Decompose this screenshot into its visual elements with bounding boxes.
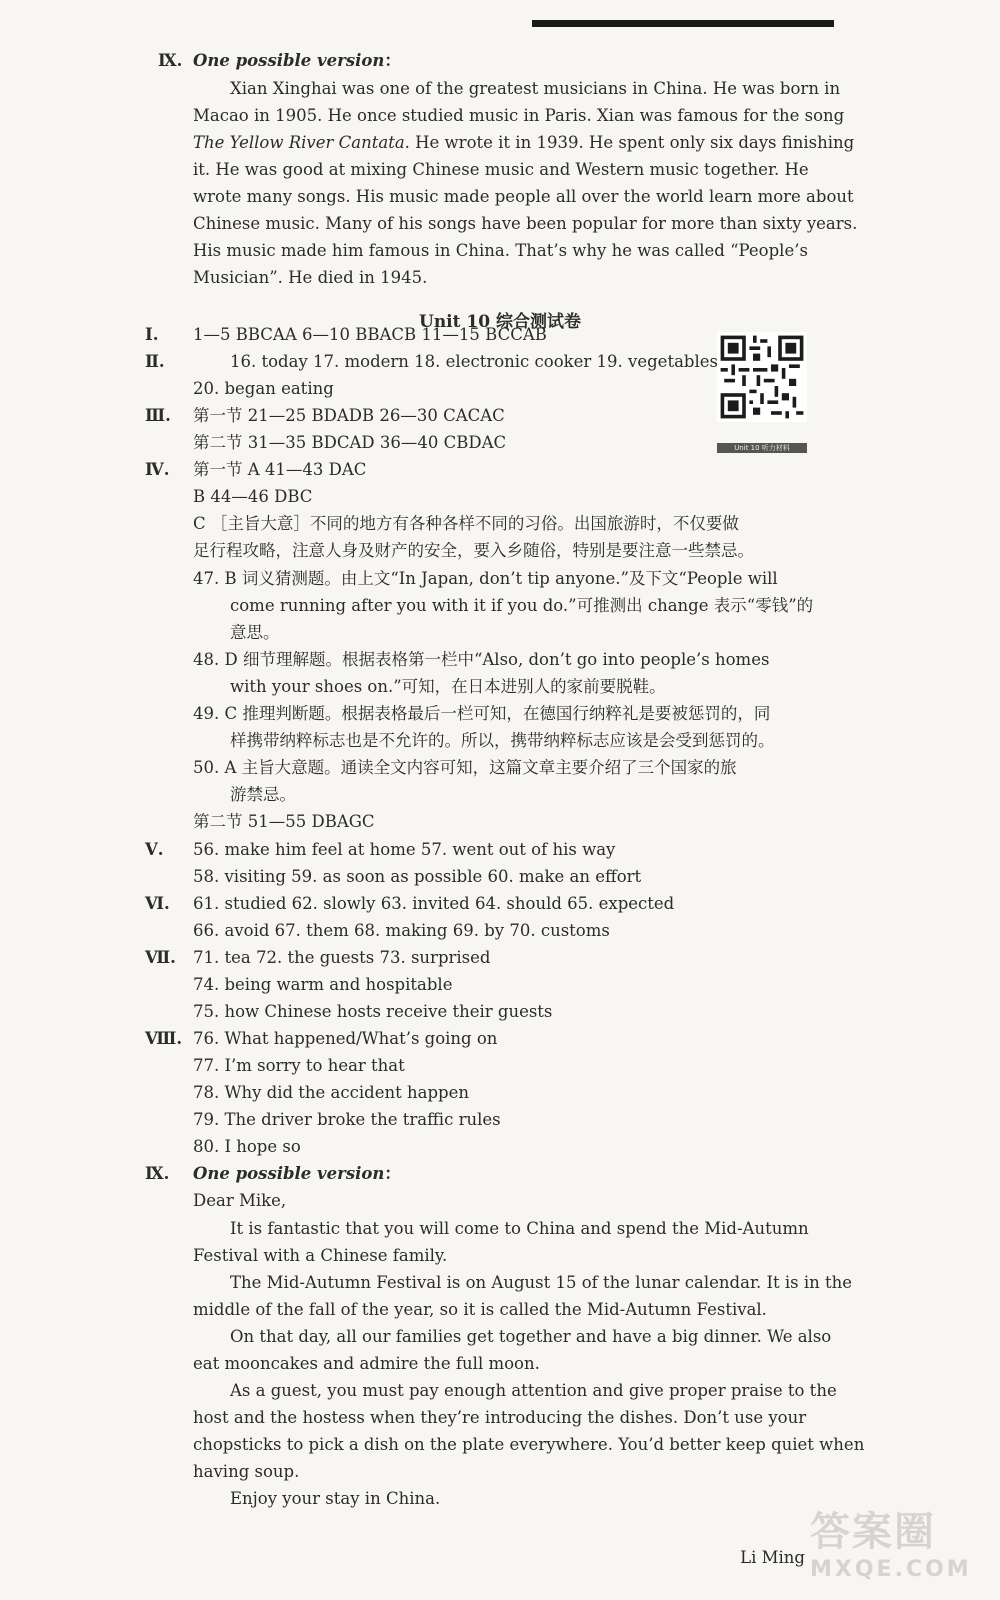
letter-line: Festival with a Chinese family.: [193, 1246, 448, 1265]
answer-line: 第一节 A 41—43 DAC: [193, 460, 367, 479]
letter-line: It is fantastic that you will come to China and spend the Mid-Autumn: [230, 1219, 809, 1238]
answer-line: 78. Why did the accident happen: [193, 1083, 469, 1102]
answer-line: 20. began eating: [193, 379, 334, 398]
paragraph-line: The Yellow River Cantata. He wrote it in 1939. He spent only six days finishing: [193, 133, 855, 152]
answer-line: 48. D 细节理解题。根据表格第一栏中“Also, don’t go into people’s homes: [193, 650, 770, 669]
section-number: Ⅳ.: [145, 460, 170, 479]
qr-code-icon: [717, 327, 807, 427]
section-number: Ⅷ.: [145, 1029, 183, 1048]
answer-line: 样携带纳粹标志也是不允许的。所以，携带纳粹标志应该是会受到惩罚的。: [230, 731, 775, 750]
letter-line: Dear Mike,: [193, 1191, 287, 1210]
letter-line: The Mid-Autumn Festival is on August 15 of the lunar calendar. It is in the: [230, 1273, 853, 1292]
answer-line: 第二节 51—55 DBAGC: [193, 812, 375, 831]
answer-line: 1—5 BBCAA 6—10 BBACB 11—15 BCCAB: [193, 325, 547, 344]
unit-title: Unit 10 综合测试卷: [419, 312, 581, 332]
answer-line: 61. studied 62. slowly 63. invited 64. should 65. expected: [193, 894, 675, 913]
section-number: Ⅸ.: [158, 51, 183, 70]
answer-line: 游禁忌。: [230, 785, 296, 804]
letter-line: having soup.: [193, 1462, 300, 1481]
watermark: 答案圈 MXQE.COM: [810, 1509, 972, 1582]
answer-line: with your shoes on.”可知，在日本进别人的家前要脱鞋。: [230, 677, 666, 696]
paragraph-line: His music made him famous in China. That’s why he was called “People’s: [193, 241, 808, 260]
letter-line: chopsticks to pick a dish on the plate everywhere. You’d better keep quiet when: [193, 1435, 865, 1454]
letter-line: As a guest, you must pay enough attention and give proper praise to the: [230, 1381, 837, 1400]
signature: Li Ming: [740, 1548, 805, 1567]
answer-line: 意思。: [230, 623, 280, 642]
letter-line: middle of the fall of the year, so it is called the Mid-Autumn Festival.: [193, 1300, 767, 1319]
answer-line: 16. today 17. modern 18. electronic cooker 19. vegetables: [230, 352, 718, 371]
section-number: Ⅶ.: [145, 948, 176, 967]
answer-line: 足行程攻略，注意人身及财产的安全，要入乡随俗，特别是要注意一些禁忌。: [193, 541, 754, 560]
section-heading: One possible version：: [193, 1164, 401, 1183]
answer-line: 47. B 词义猜测题。由上文“In Japan, don’t tip anyone.”及下文“People will: [193, 569, 778, 588]
section-number: Ⅰ.: [145, 325, 159, 344]
answer-line: 第一节 21—25 BDADB 26—30 CACAC: [193, 406, 505, 425]
top-rule: [532, 20, 834, 27]
section-number: Ⅴ.: [145, 840, 164, 859]
paragraph-line: it. He was good at mixing Chinese music and Western music together. He: [193, 160, 809, 179]
answer-line: 71. tea 72. the guests 73. surprised: [193, 948, 491, 967]
section-number: Ⅵ.: [145, 894, 170, 913]
answer-line: 49. C 推理判断题。根据表格最后一栏可知，在德国行纳粹礼是要被惩罚的，同: [193, 704, 771, 723]
section-number: Ⅱ.: [145, 352, 165, 371]
answer-line: 80. I hope so: [193, 1137, 301, 1156]
answer-line: 58. visiting 59. as soon as possible 60. make an effort: [193, 867, 642, 886]
answer-line: 77. I’m sorry to hear that: [193, 1056, 405, 1075]
answer-line: 66. avoid 67. them 68. making 69. by 70. customs: [193, 921, 610, 940]
answer-line: 50. A 主旨大意题。通读全文内容可知，这篇文章主要介绍了三个国家的旅: [193, 758, 737, 777]
paragraph-line: Musician”. He died in 1945.: [193, 268, 428, 287]
answer-line: 74. being warm and hospitable: [193, 975, 453, 994]
answer-line: 75. how Chinese hosts receive their guests: [193, 1002, 553, 1021]
answer-line: 79. The driver broke the traffic rules: [193, 1110, 501, 1129]
paragraph-line: Xian Xinghai was one of the greatest musicians in China. He was born in: [230, 79, 841, 98]
letter-line: host and the hostess when they’re introducing the dishes. Don’t use your: [193, 1408, 807, 1427]
letter-line: eat mooncakes and admire the full moon.: [193, 1354, 540, 1373]
answer-line: C ［主旨大意］不同的地方有各种各样不同的习俗。出国旅游时，不仅要做: [193, 514, 739, 533]
letter-line: Enjoy your stay in China.: [230, 1489, 441, 1508]
paragraph-line: wrote many songs. His music made people all over the world learn more about: [193, 187, 854, 206]
section-heading: One possible version：: [193, 51, 401, 70]
section-number: Ⅸ.: [145, 1164, 170, 1183]
section-number: Ⅲ.: [145, 406, 171, 425]
answer-line: come running after you with it if you do.”可推测出 change 表示“零钱”的: [230, 596, 814, 615]
answer-line: 第二节 31—35 BDCAD 36—40 CBDAC: [193, 433, 507, 452]
qr-caption: Unit 10 听力材料: [717, 443, 807, 453]
answer-line: B 44—46 DBC: [193, 487, 313, 506]
paragraph-line: Macao in 1905. He once studied music in Paris. Xian was famous for the song: [193, 106, 845, 125]
letter-line: On that day, all our families get together and have a big dinner. We also: [230, 1327, 832, 1346]
paragraph-line: Chinese music. Many of his songs have been popular for more than sixty years.: [193, 214, 858, 233]
answer-line: 76. What happened/What’s going on: [193, 1029, 498, 1048]
answer-line: 56. make him feel at home 57. went out of his way: [193, 840, 616, 859]
